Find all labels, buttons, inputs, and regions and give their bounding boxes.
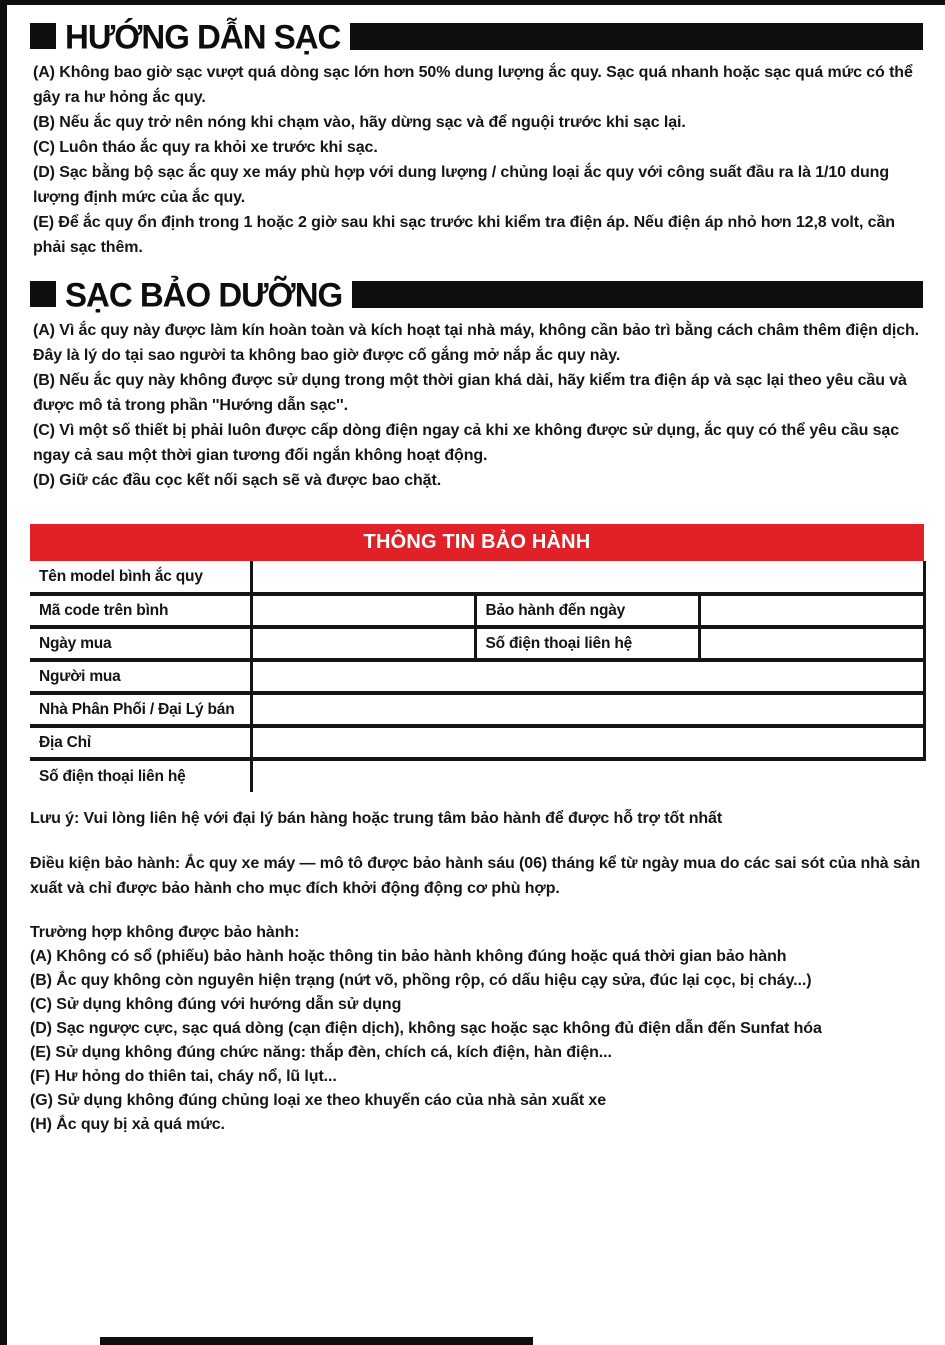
- cell-value-distributor: [251, 693, 924, 726]
- exclusion-item: (E) Sử dụng không đúng chức năng: thắp đèn, chích cá, kích điện, hàn điện...: [30, 1044, 612, 1061]
- cell-label-model: Tên model bình ắc quy: [30, 561, 251, 594]
- charging-guide-item: (E) Để ắc quy ổn định trong 1 hoặc 2 giờ sau khi sạc trước khi kiểm tra điện áp. Nếu điện áp nhỏ hơn 12,8 volt, cần phải sạc thêm.: [33, 214, 895, 256]
- cell-value-phone: [251, 759, 924, 792]
- section-title-bar: [352, 281, 923, 308]
- section-bullet-square-icon: [30, 281, 56, 307]
- maintenance-item: (D) Giữ các đầu cọc kết nối sạch sẽ và được bao chặt.: [33, 472, 442, 489]
- table-row: [30, 726, 924, 759]
- charging-guide-item: (A) Không bao giờ sạc vượt quá dòng sạc lớn hơn 50% dung lượng ắc quy. Sạc quá nhanh hoặc sạc quá mức có thể gây ra hư hỏng ắc quy.: [33, 64, 913, 106]
- cell-value-warranty-until: [699, 594, 924, 627]
- note-block: [30, 806, 923, 831]
- cell-label-contact-phone: Số điện thoại liên hệ: [475, 627, 699, 660]
- warranty-info-table: [30, 561, 926, 792]
- cell-value-address: [251, 726, 924, 759]
- table-row: [30, 627, 924, 660]
- cell-value-contact-phone: [699, 627, 924, 660]
- next-section-bar-fragment: [100, 1337, 533, 1345]
- exclusions-block: [30, 921, 923, 1137]
- cell-label-warranty-until: Bảo hành đến ngày: [475, 594, 699, 627]
- exclusion-item: (H) Ắc quy bị xả quá mức.: [30, 1116, 225, 1133]
- cell-value-model: [251, 561, 924, 594]
- exclusion-item: (B) Ắc quy không còn nguyên hiện trạng (nứt võ, phồng rộp, có dấu hiệu cạy sửa, đúc lại cọc, bị cháy...): [30, 972, 812, 989]
- charging-guide-header: [30, 17, 923, 55]
- exclusion-item: (C) Sử dụng không đúng với hướng dẫn sử dụng: [30, 996, 402, 1013]
- cell-value-purchase-date: [251, 627, 475, 660]
- cell-label-distributor: Nhà Phân Phối / Đại Lý bán: [30, 693, 251, 726]
- conditions-block: [30, 851, 923, 901]
- cell-label-address: Địa Chỉ: [30, 726, 251, 759]
- maintenance-charging-header: [30, 275, 923, 313]
- warranty-info-header: [30, 524, 924, 561]
- cell-label-code: Mã code trên bình: [30, 594, 251, 627]
- maintenance-item: (A) Vì ắc quy này được làm kín hoàn toàn và kích hoạt tại nhà máy, không cần bảo trì bằng cách châm thêm điện dịch. Đây là lý do tại sao người ta không bao giờ được cố gắng mở nắp ắc quy này.: [33, 322, 920, 364]
- charging-guide-item: (B) Nếu ắc quy trở nên nóng khi chạm vào, hãy dừng sạc và để nguội trước khi sạc lại.: [33, 114, 686, 131]
- section-bullet-square-icon: [30, 23, 56, 49]
- cell-value-buyer: [251, 660, 924, 693]
- charging-guide-title: HƯỚNG DẪN SẠC: [65, 16, 341, 56]
- charging-guide-list: [33, 60, 923, 260]
- maintenance-item: (B) Nếu ắc quy này không được sử dụng trong một thời gian khá dài, hãy kiểm tra điện áp và sạc lại theo yêu cầu và được mô tả trong phần ''Hướng dẫn sạc''.: [33, 372, 907, 414]
- table-row: [30, 693, 924, 726]
- maintenance-item: (C) Vì một số thiết bị phải luôn được cấp dòng điện ngay cả khi xe không được sử dụng, ắc quy có thể yêu cầu sạc ngay cả sau một thời gian tương đối ngắn không hoạt động.: [33, 422, 899, 464]
- warranty-info-title: THÔNG TIN BẢO HÀNH: [363, 531, 591, 553]
- maintenance-charging-title: SẠC BẢO DƯỠNG: [65, 274, 343, 314]
- table-row: [30, 561, 924, 594]
- cell-label-phone: Số điện thoại liên hệ: [30, 759, 251, 792]
- exclusion-item: (F) Hư hỏng do thiên tai, cháy nổ, lũ lụt...: [30, 1068, 337, 1085]
- table-row: [30, 594, 924, 627]
- charging-guide-item: (C) Luôn tháo ắc quy ra khỏi xe trước khi sạc.: [33, 139, 378, 156]
- cell-label-buyer: Người mua: [30, 660, 251, 693]
- charging-guide-item: (D) Sạc bằng bộ sạc ắc quy xe máy phù hợp với dung lượng / chủng loại ắc quy với công suất đầu ra là 1/10 dung lượng định mức của ắc quy.: [33, 164, 890, 206]
- exclusions-title: Trường hợp không được bảo hành:: [30, 924, 300, 941]
- note-text: Lưu ý: Vui lòng liên hệ với đại lý bán hàng hoặc trung tâm bảo hành để được hỗ trợ tốt nhất: [30, 810, 723, 827]
- table-row: [30, 660, 924, 693]
- exclusion-item: (D) Sạc ngược cực, sạc quá dòng (cạn điện dịch), không sạc hoặc sạc không đủ điện dẫn đến Sunfat hóa: [30, 1020, 822, 1037]
- maintenance-charging-list: [33, 318, 923, 493]
- conditions-text: Điều kiện bảo hành: Ắc quy xe máy — mô tô được bảo hành sáu (06) tháng kể từ ngày mua do các sai sót của nhà sản xuất và chỉ được bảo hành cho mục đích khởi động động cơ phù hợp.: [30, 855, 921, 897]
- cell-label-purchase-date: Ngày mua: [30, 627, 251, 660]
- exclusion-item: (A) Không có sổ (phiếu) bảo hành hoặc thông tin bảo hành không đúng hoặc quá thời gian bảo hành: [30, 948, 787, 965]
- exclusion-item: (G) Sử dụng không đúng chủng loại xe theo khuyến cáo của nhà sản xuất xe: [30, 1092, 607, 1109]
- section-title-bar: [350, 23, 923, 50]
- cell-value-code: [251, 594, 475, 627]
- table-row: [30, 759, 924, 792]
